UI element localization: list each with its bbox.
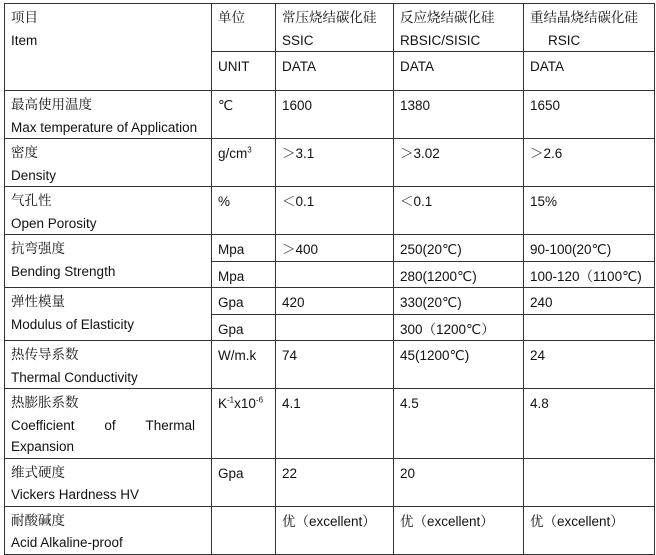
- ssic-value: 优（excellent）: [276, 506, 394, 554]
- item-en-justified: [11, 415, 195, 437]
- rbsic-value: 20: [394, 458, 524, 506]
- rbsic-header-cn: 反应烧结碳化硅: [400, 10, 495, 26]
- unit-header-cn: 单位: [218, 10, 245, 26]
- item-en: Vickers Hardness HV: [11, 487, 140, 502]
- rsic-value: 100-120（1100℃): [524, 261, 655, 288]
- item-cn: 弹性模量: [11, 294, 65, 310]
- item-cell: [5, 506, 212, 554]
- ssic-value: ＞400: [276, 235, 394, 262]
- rsic-header-cn: 重结晶烧结碳化硅: [530, 10, 638, 26]
- unit-base: g/cm: [218, 146, 248, 161]
- item-en: Density: [11, 167, 57, 183]
- ssic-value: 4.1: [276, 389, 394, 459]
- item-header-en: Item: [11, 32, 38, 48]
- unit-cell: W/m.k: [212, 341, 276, 389]
- ssic-value: 74: [276, 341, 394, 389]
- rbsic-value: ＞3.02: [394, 139, 524, 187]
- rbsic-data-label: DATA: [394, 52, 524, 91]
- table-row: [5, 458, 655, 506]
- item-cell: [5, 389, 212, 459]
- item-en: Expansion: [11, 439, 75, 454]
- table-row: [5, 139, 655, 187]
- rbsic-value: 250(20℃): [394, 235, 524, 262]
- unit-header-cell: [212, 4, 276, 52]
- item-cn: 密度: [11, 145, 38, 161]
- unit-cell: Mpa: [212, 261, 276, 288]
- item-cell: [5, 235, 212, 288]
- ssic-value: ＜0.1: [276, 187, 394, 235]
- rsic-value: ＞2.6: [524, 139, 655, 187]
- unit-superscript: -6: [255, 395, 264, 405]
- item-en: Thermal Conductivity: [11, 369, 138, 385]
- unit-label-cell: UNIT: [212, 52, 276, 91]
- rsic-value: 1650: [524, 91, 655, 139]
- item-en: Acid Alkaline-proof: [11, 535, 123, 550]
- rbsic-value: 300（1200℃）: [394, 314, 524, 341]
- table-row: [5, 288, 655, 315]
- rsic-value: 4.8: [524, 389, 655, 459]
- item-en: Bending Strength: [11, 263, 116, 279]
- item-header-cell: [5, 4, 212, 91]
- item-en-word: Thermal: [145, 417, 195, 433]
- ssic-value: 420: [276, 288, 394, 315]
- rsic-value: 优（excellent）: [524, 506, 655, 554]
- ssic-value: ＞3.1: [276, 139, 394, 187]
- rbsic-header-en: RBSIC/SISIC: [400, 32, 481, 48]
- unit-cell: Gpa: [212, 314, 276, 341]
- unit-cell: ℃: [212, 91, 276, 139]
- unit-cell: Gpa: [212, 458, 276, 506]
- item-cn: 热膨胀系数: [11, 395, 79, 411]
- item-cell: [5, 458, 212, 506]
- ssic-header-cn: 常压烧结碳化硅: [282, 10, 377, 26]
- item-en: Max temperature of Application: [11, 119, 198, 135]
- item-cn: 最高使用温度: [11, 97, 92, 113]
- unit-superscript: -1: [227, 395, 235, 405]
- unit-base: x10: [234, 396, 256, 411]
- rbsic-value: 330(20℃): [394, 288, 524, 315]
- item-en: Open Porosity: [11, 215, 97, 231]
- table-row: [5, 235, 655, 262]
- rsic-data-label: DATA: [524, 52, 655, 91]
- unit-cell: %: [212, 187, 276, 235]
- rbsic-value: ＜0.1: [394, 187, 524, 235]
- rbsic-value: 280(1200℃): [394, 261, 524, 288]
- item-cn: 维式硬度: [11, 464, 65, 481]
- rsic-value: 15%: [524, 187, 655, 235]
- ssic-header-cell: [276, 4, 394, 52]
- item-cell: [5, 288, 212, 341]
- table-row: [5, 187, 655, 235]
- rbsic-value: 优（excellent）: [394, 506, 524, 554]
- rbsic-header-cell: [394, 4, 524, 52]
- item-cell: [5, 91, 212, 139]
- unit-base: K: [218, 396, 228, 411]
- unit-cell: [212, 389, 276, 459]
- unit-cell: Mpa: [212, 235, 276, 262]
- table-row: [5, 341, 655, 389]
- spec-table: [4, 3, 655, 555]
- item-cn: 热传导系数: [11, 347, 79, 363]
- table-row: [5, 506, 655, 554]
- rsic-value: [524, 458, 655, 506]
- rsic-value: 90-100(20℃): [524, 235, 655, 262]
- rsic-value: 240: [524, 288, 655, 315]
- ssic-value: 1600: [276, 91, 394, 139]
- rbsic-value: 1380: [394, 91, 524, 139]
- unit-cell: Gpa: [212, 288, 276, 315]
- ssic-value: [276, 314, 394, 341]
- unit-cell: [212, 506, 276, 554]
- item-en-word: of: [104, 417, 116, 433]
- rbsic-value: 45(1200℃): [394, 341, 524, 389]
- table-row: [5, 389, 655, 459]
- item-cn: 气孔性: [11, 193, 52, 209]
- rsic-header-en: RSIC: [548, 32, 581, 48]
- item-cell: [5, 341, 212, 389]
- header-row: [5, 4, 655, 52]
- item-cn: 耐酸碱度: [11, 512, 65, 529]
- ssic-data-label: DATA: [276, 52, 394, 91]
- ssic-header-en: SSIC: [282, 32, 314, 48]
- item-cn: 抗弯强度: [11, 241, 65, 257]
- item-cell: [5, 187, 212, 235]
- item-header-cn: 项目: [11, 10, 38, 26]
- ssic-value: 22: [276, 458, 394, 506]
- unit-superscript: 3: [247, 145, 252, 155]
- item-en-word: Coefficient: [11, 417, 75, 433]
- rbsic-value: 4.5: [394, 389, 524, 459]
- rsic-value: 24: [524, 341, 655, 389]
- table-row: [5, 91, 655, 139]
- item-en: Modulus of Elasticity: [11, 316, 135, 332]
- unit-cell: [212, 139, 276, 187]
- rsic-value: [524, 314, 655, 341]
- item-cell: [5, 139, 212, 187]
- rsic-header-cell: [524, 4, 655, 52]
- ssic-value: [276, 261, 394, 288]
